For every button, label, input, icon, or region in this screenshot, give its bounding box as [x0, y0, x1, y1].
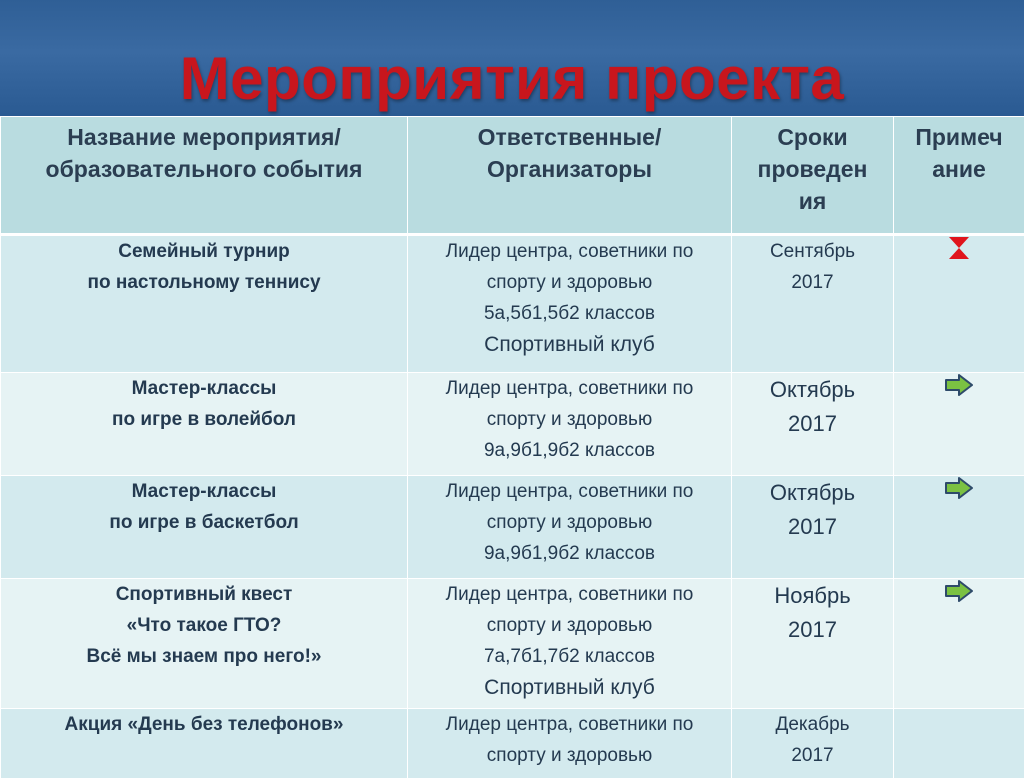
header-name: Название мероприятия/ образовательного события	[1, 117, 408, 235]
event-name: Семейный турнир по настольному теннису	[1, 235, 408, 373]
event-name: Спортивный квест «Что такое ГТО? Всё мы знаем про него!»	[1, 579, 408, 709]
header-organizers: Ответственные/ Организаторы	[408, 117, 732, 235]
table-header-row	[1, 117, 1024, 235]
arrow-right-icon	[944, 579, 974, 603]
event-name: Акция «День без телефонов»	[1, 709, 408, 779]
event-note	[894, 476, 1024, 579]
table-row	[1, 709, 1024, 779]
table-row	[1, 235, 1024, 373]
event-organizers: Лидер центра, советники по спорту и здоровью 9а,9б1,9б2 классов	[408, 373, 732, 476]
event-date: Октябрь 2017	[732, 476, 894, 579]
table-row	[1, 579, 1024, 709]
event-organizers: Лидер центра, советники по спорту и здоровью 5а,5б1,5б2 классов Спортивный клуб	[408, 235, 732, 373]
event-date: Декабрь 2017	[732, 709, 894, 779]
event-organizers: Лидер центра, советники по спорту и здоровью	[408, 709, 732, 779]
table-row	[1, 476, 1024, 579]
event-date: Сентябрь 2017	[732, 235, 894, 373]
event-note	[894, 235, 1024, 373]
header-dates: Сроки проведен ия	[732, 117, 894, 235]
event-organizers: Лидер центра, советники по спорту и здоровью 9а,9б1,9б2 классов	[408, 476, 732, 579]
arrow-right-icon	[944, 373, 974, 397]
header-note: Примеч ание	[894, 117, 1024, 235]
arrow-right-icon	[944, 476, 974, 500]
event-date: Октябрь 2017	[732, 373, 894, 476]
event-note	[894, 373, 1024, 476]
event-name: Мастер-классы по игре в волейбол	[1, 373, 408, 476]
event-organizers: Лидер центра, советники по спорту и здоровью 7а,7б1,7б2 классов Спортивный клуб	[408, 579, 732, 709]
event-note	[894, 579, 1024, 709]
page-title: Мероприятия проекта	[0, 44, 1024, 114]
event-date: Ноябрь 2017	[732, 579, 894, 709]
table-row	[1, 373, 1024, 476]
event-note	[894, 709, 1024, 779]
event-name: Мастер-классы по игре в баскетбол	[1, 476, 408, 579]
hourglass-icon	[948, 236, 970, 260]
events-table	[0, 116, 1024, 779]
